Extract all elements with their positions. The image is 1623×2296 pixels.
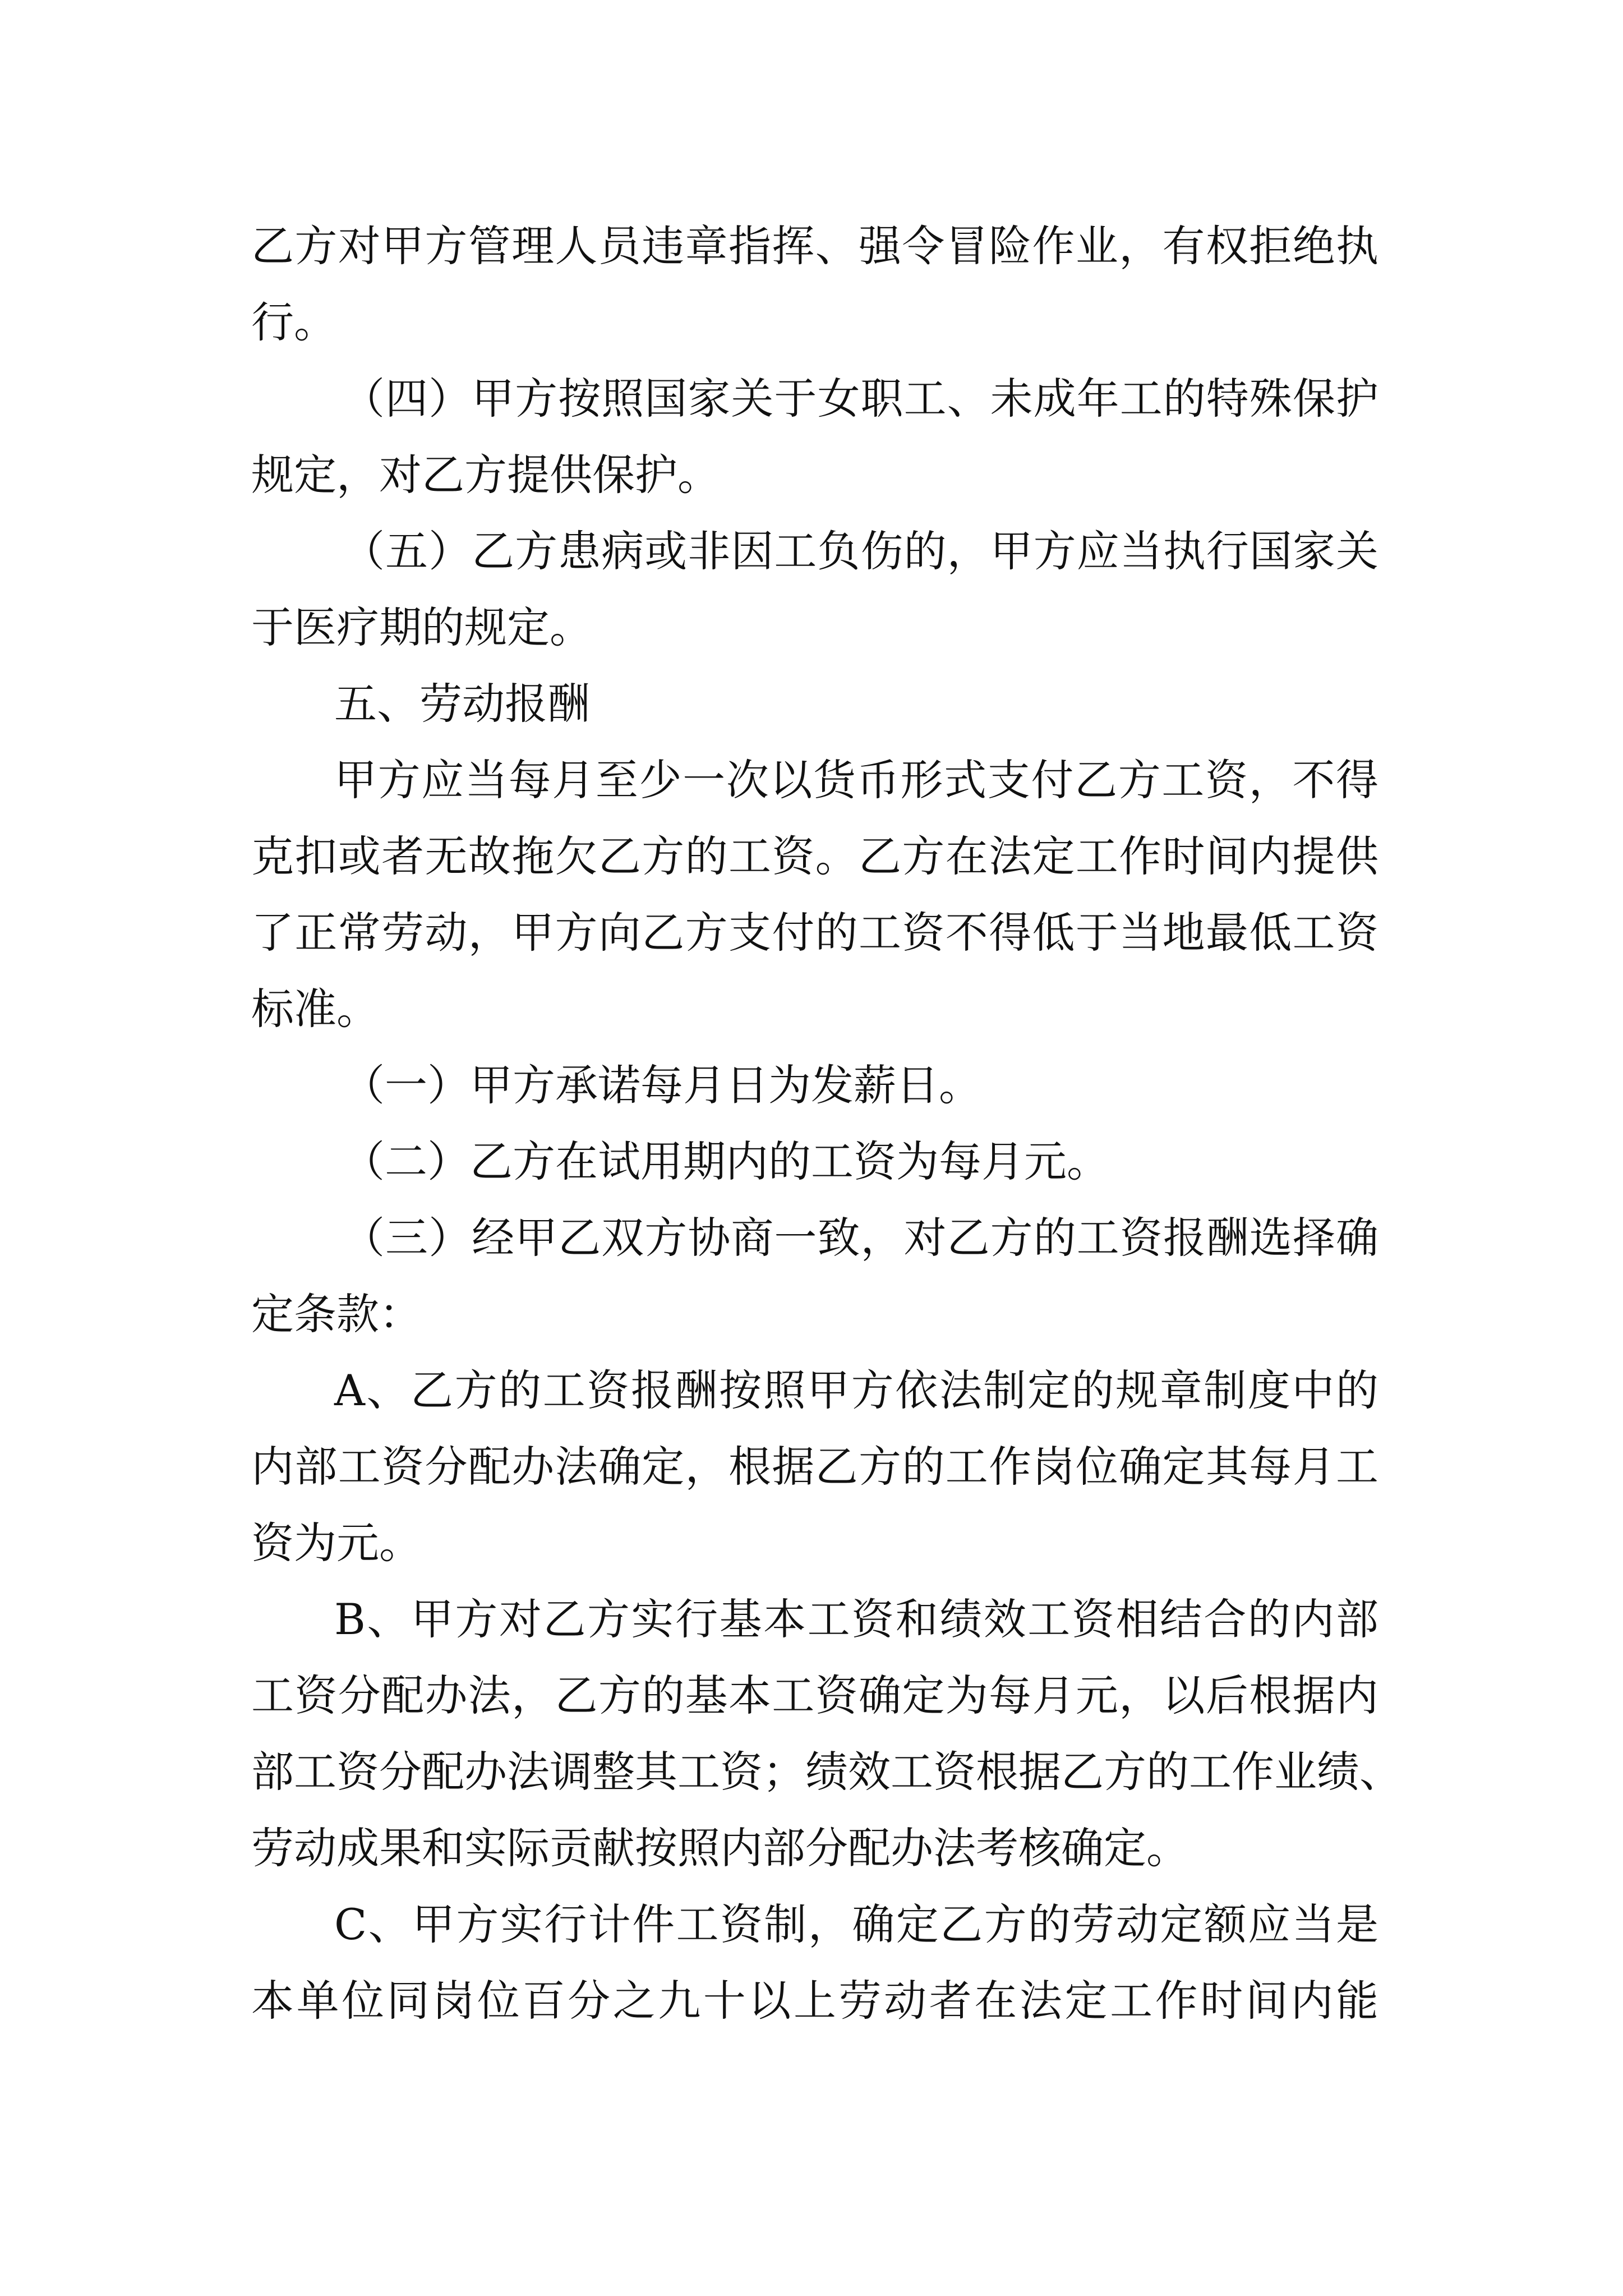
text-line: 劳动成果和实际贡献按照内部分配办法考核确定。 <box>251 1823 1189 1873</box>
text-line: B、甲方对乙方实行基本工资和绩效工资相结合的内部 <box>334 1594 1378 1644</box>
text-line: C、甲方实行计件工资制，确定乙方的劳动定额应当是 <box>334 1899 1378 1949</box>
text-line: （一）甲方承诺每月日为发薪日。 <box>342 1060 981 1110</box>
text-line: 标准。 <box>251 984 379 1034</box>
text-line: A、乙方的工资报酬按照甲方依法制定的规章制度中的 <box>334 1365 1378 1415</box>
text-line: （三）经甲乙双方协商一致，对乙方的工资报酬选择确 <box>342 1213 1378 1263</box>
text-line: 行。 <box>251 297 336 347</box>
text-line: 于医疗期的规定。 <box>251 602 592 652</box>
text-line: 乙方对甲方管理人员违章指挥、强令冒险作业，有权拒绝执 <box>251 221 1378 271</box>
text-line: 了正常劳动，甲方向乙方支付的工资不得低于当地最低工资 <box>251 908 1378 958</box>
section-heading: 五、劳动报酬 <box>334 679 590 729</box>
text-line: （四）甲方按照国家关于女职工、未成年工的特殊保护 <box>342 374 1378 424</box>
text-line: （二）乙方在试用期内的工资为每月元。 <box>342 1137 1109 1186</box>
text-line: 工资分配办法，乙方的基本工资确定为每月元，以后根据内 <box>251 1671 1378 1720</box>
text-line: 内部工资分配办法确定，根据乙方的工作岗位确定其每月工 <box>251 1442 1378 1492</box>
text-line: 定条款： <box>251 1289 422 1339</box>
text-line: 规定，对乙方提供保护。 <box>251 450 720 500</box>
text-line: 资为元。 <box>251 1518 422 1568</box>
text-line: 本单位同岗位百分之九十以上劳动者在法定工作时间内能 <box>251 1976 1378 2026</box>
text-line: （五）乙方患病或非因工负伤的，甲方应当执行国家关 <box>342 526 1378 576</box>
text-line: 部工资分配办法调整其工资；绩效工资根据乙方的工作业绩、 <box>251 1747 1402 1797</box>
text-line: 甲方应当每月至少一次以货币形式支付乙方工资，不得 <box>334 755 1378 805</box>
text-line: 克扣或者无故拖欠乙方的工资。乙方在法定工作时间内提供 <box>251 831 1378 881</box>
